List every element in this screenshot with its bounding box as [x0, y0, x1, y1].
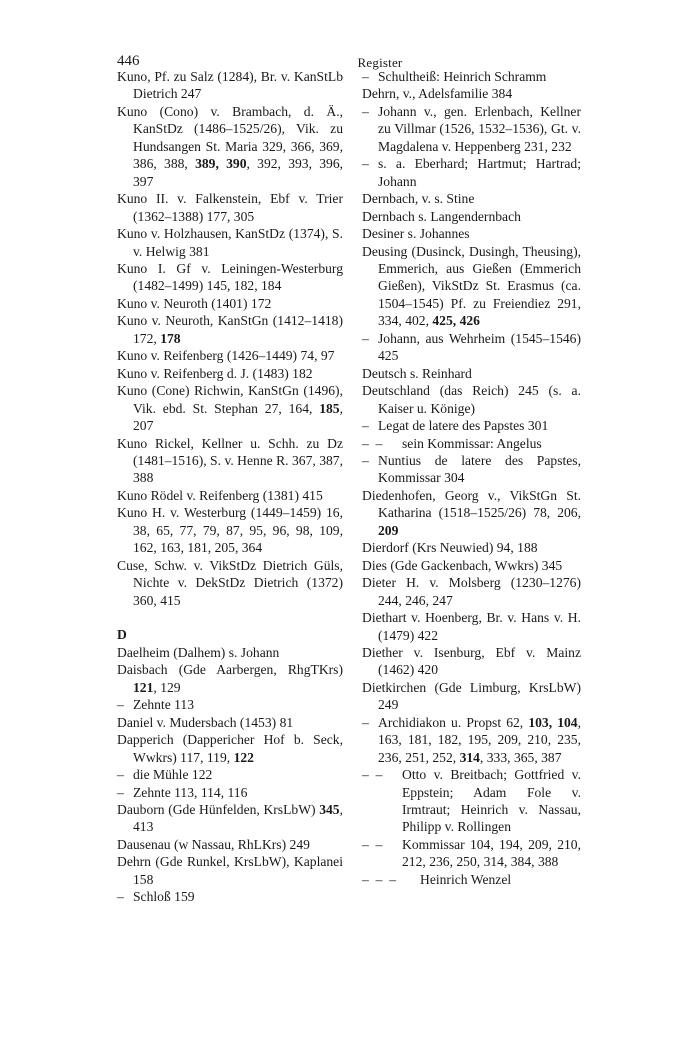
index-subentry — [117, 784, 343, 801]
subentry-dash: – — [362, 714, 369, 730]
subentry-dash: – — [362, 156, 369, 172]
index-entry — [117, 504, 343, 556]
entry-text: Legat de latere des Papstes 301 — [378, 418, 549, 434]
index-entry — [362, 574, 581, 609]
entry-text: Diedenhofen, Georg v., VikStGn St. Katharina (1518–1525/26) 78, 206, — [362, 487, 581, 521]
index-entry — [362, 208, 581, 225]
index-entry — [362, 609, 581, 644]
entry-text: Kommissar 104, 194, 209, 210, 212, 236, 250, 314, 384, 388 — [402, 836, 581, 870]
entry-text: Kuno H. v. Westerburg (1449–1459) 16, 38, 65, 77, 79, 87, 95, 96, 98, 109, 162, 163, 181, 205, 364 — [117, 505, 343, 556]
subentry-dash: – — [362, 418, 369, 434]
index-entry — [117, 731, 343, 766]
subentry-dash: – — [117, 767, 124, 783]
entry-text: sein Kommissar: Angelus — [402, 435, 542, 451]
entry-text: Dapperich (Dappericher Hof b. Seck, Wwkrs) 117, 119, — [117, 732, 343, 765]
entry-text: die Mühle 122 — [133, 767, 213, 783]
subentry-dash: – — [362, 103, 369, 119]
entry-text: Kuno v. Neuroth (1401) 172 — [117, 295, 272, 311]
entry-text: Kuno Rickel, Kellner u. Schh. zu Dz (1481–1516), S. v. Henne R. 367, 387, 388 — [117, 435, 343, 486]
index-entry — [117, 225, 343, 260]
index-entry — [117, 260, 343, 295]
index-entry — [362, 225, 581, 242]
index-entry — [362, 190, 581, 207]
subentry-dash: – — [117, 889, 124, 905]
index-entry — [117, 190, 343, 225]
entry-text: Kuno (Cono) v. Brambach, d. Ä., KanStDz (1486–1525/26), Vik. zu Hundsangen St. Maria 329, 366, 369, 386, 388, — [117, 103, 343, 172]
entry-text: Kuno I. Gf v. Leiningen-Westerburg (1482–1499) 145, 182, 184 — [117, 260, 343, 294]
index-entry — [362, 365, 581, 382]
bold-page-ref: 121 — [133, 679, 154, 695]
entry-text: Kuno, Pf. zu Salz (1284), Br. v. KanStLb Dietrich 247 — [117, 69, 343, 102]
entry-text: , 129 — [153, 679, 181, 695]
bold-page-ref: 178 — [160, 330, 181, 346]
entry-text: Dehrn, v., Adelsfamilie 384 — [362, 86, 513, 102]
entry-text: Archidiakon u. Propst 62, — [378, 714, 529, 730]
entry-text: , 163, 181, 182, 195, 209, 210, 235, 236, 251, 252, — [378, 714, 582, 765]
entry-text: Dernbach s. Langendernbach — [362, 208, 521, 224]
index-subentry — [362, 417, 581, 434]
entry-text: Johann, aus Wehrheim (1545–1546) 425 — [378, 330, 581, 364]
bold-page-ref: 122 — [233, 749, 254, 765]
entry-text: Deutsch s. Reinhard — [362, 365, 472, 381]
entry-text: Kuno v. Holzhausen, KanStDz (1374), S. v. Helwig 381 — [117, 226, 343, 259]
index-subentry — [362, 766, 581, 836]
entry-text: , 413 — [133, 802, 343, 835]
index-subentry — [362, 836, 581, 871]
index-entry — [117, 382, 343, 434]
subentry-dash: – — [117, 697, 124, 713]
entry-text: Dehrn (Gde Runkel, KrsLbW), Kaplanei 158 — [117, 854, 343, 887]
entry-text: Schultheiß: Heinrich Schramm — [378, 69, 547, 84]
section-letter — [117, 626, 343, 643]
index-subentry — [362, 155, 581, 190]
entry-text: Kuno II. v. Falkenstein, Ebf v. Trier (1362–1388) 177, 305 — [117, 191, 343, 224]
subentry-dash: – — [362, 452, 369, 468]
entry-text: , 333, 365, 387 — [479, 749, 562, 765]
index-entry — [362, 679, 581, 714]
bold-page-ref: 314 — [459, 749, 480, 765]
index-entry — [117, 68, 343, 103]
entry-text: Cuse, Schw. v. VikStDz Dietrich Güls, Nichte v. DekStDz Dietrich (1372) 360, 415 — [117, 557, 343, 608]
index-entry — [362, 557, 581, 574]
index-subentry — [362, 435, 581, 452]
subentry-dash: – — [362, 330, 369, 346]
index-subentry — [362, 68, 581, 85]
running-head: Register — [357, 55, 403, 70]
index-entry — [362, 243, 581, 330]
entry-text: Kuno Rödel v. Reifenberg (1381) 415 — [117, 487, 323, 503]
index-entry — [117, 557, 343, 609]
bold-page-ref: 209 — [378, 522, 399, 538]
index-subentry — [362, 452, 581, 487]
entry-text: , 392, 393, 396, 397 — [133, 156, 344, 189]
entry-text: Daelheim (Dalhem) s. Johann — [117, 644, 280, 660]
index-entry — [117, 661, 343, 696]
page-number: 446 — [117, 53, 140, 69]
index-subentry — [117, 888, 343, 905]
index-subentry — [362, 871, 581, 888]
subentry-dashes: – – – — [362, 871, 396, 887]
entry-text: Zehnte 113, 114, 116 — [133, 784, 248, 800]
index-subentry — [362, 714, 581, 766]
index-column-right — [362, 68, 581, 888]
entry-text: Dietkirchen (Gde Limburg, KrsLbW) 249 — [362, 679, 581, 713]
index-entry — [117, 836, 343, 853]
index-entry — [117, 347, 343, 364]
entry-text: Deusing (Dusinck, Dusingh, Theusing), Emmerich, aus Gießen (Emmerich Gießen), VikStDz St. Erasmus (ca. 1504–1545) Pf. zu Freiendiez 291, 334, 402, — [362, 243, 581, 329]
entry-text: Dies (Gde Gackenbach, Wwkrs) 345 — [362, 557, 563, 573]
index-entry — [117, 801, 343, 836]
entry-text: Otto v. Breitbach; Gottfried v. Eppstein; Adam Fole v. Irmtraut; Heinrich v. Nassau, Philipp v. Rollingen — [402, 767, 581, 835]
index-entry — [117, 103, 343, 190]
entry-text: Diethart v. Hoenberg, Br. v. Hans v. H. (1479) 422 — [362, 610, 581, 643]
bold-page-ref: 103, 104 — [528, 714, 578, 730]
entry-text: D — [117, 627, 127, 643]
entry-text: Dausenau (w Nassau, RhLKrs) 249 — [117, 836, 310, 852]
entry-text: Zehnte 113 — [133, 697, 195, 713]
index-entry — [117, 487, 343, 504]
index-entry — [117, 312, 343, 347]
entry-text: Dauborn (Gde Hünfelden, KrsLbW) — [117, 802, 320, 818]
index-entry — [362, 539, 581, 556]
bold-page-ref: 185 — [319, 400, 340, 416]
index-entry — [362, 85, 581, 102]
entry-text: Dierdorf (Krs Neuwied) 94, 188 — [362, 540, 538, 556]
index-entry — [117, 644, 343, 661]
entry-text: Kuno (Cone) Richwin, KanStGn (1496), Vik. ebd. St. Stephan 27, 164, — [117, 383, 343, 416]
index-entry — [362, 382, 581, 417]
entry-text: Daniel v. Mudersbach (1453) 81 — [117, 714, 294, 730]
subentry-dashes: – – — [362, 435, 383, 451]
entry-text: Heinrich Wenzel — [420, 871, 512, 887]
subentry-dash: – — [117, 784, 124, 800]
index-entry — [117, 295, 343, 312]
entry-text: Johann v., gen. Erlenbach, Kellner zu Villmar (1526, 1532–1536), Gt. v. Magdalena v. Heppenberg 231, 232 — [378, 103, 581, 154]
index-entry — [117, 365, 343, 382]
index-entry — [362, 487, 581, 539]
bold-page-ref: 389, 390 — [195, 156, 247, 172]
entry-text: s. a. Eberhard; Hartmut; Hartrad; Johann — [378, 156, 581, 189]
index-subentry — [117, 696, 343, 713]
index-subentry — [362, 330, 581, 365]
entry-text: Nuntius de latere des Papstes, Kommissar 304 — [378, 452, 581, 486]
index-entry — [362, 644, 581, 679]
entry-text: Dernbach, v. s. Stine — [362, 191, 475, 207]
index-entry — [117, 435, 343, 487]
entry-text: Kuno v. Neuroth, KanStGn (1412–1418) 172, — [117, 313, 343, 346]
index-entry — [117, 714, 343, 731]
entry-text: Daisbach (Gde Aarbergen, RhgTKrs) — [117, 662, 343, 678]
index-entry — [117, 853, 343, 888]
index-subentry — [117, 766, 343, 783]
subentry-dashes: – – — [362, 767, 383, 783]
entry-text: , 207 — [133, 400, 343, 434]
bold-page-ref: 425, 426 — [432, 313, 480, 329]
index-column-left — [117, 68, 343, 906]
entry-text: Diether v. Isenburg, Ebf v. Mainz (1462) 420 — [362, 644, 581, 678]
entry-text: Kuno v. Reifenberg d. J. (1483) 182 — [117, 365, 313, 381]
index-subentry — [362, 103, 581, 155]
entry-text: Desiner s. Johannes — [362, 226, 470, 242]
entry-text: Schloß 159 — [133, 889, 195, 905]
bold-page-ref: 345 — [319, 802, 340, 818]
entry-text: Deutschland (das Reich) 245 (s. a. Kaiser u. Könige) — [362, 383, 581, 416]
entry-text: Kuno v. Reifenberg (1426–1449) 74, 97 — [117, 348, 335, 364]
subentry-dash: – — [362, 69, 369, 84]
subentry-dashes: – – — [362, 836, 383, 852]
entry-text: Dieter H. v. Molsberg (1230–1276) 244, 246, 247 — [362, 575, 581, 608]
